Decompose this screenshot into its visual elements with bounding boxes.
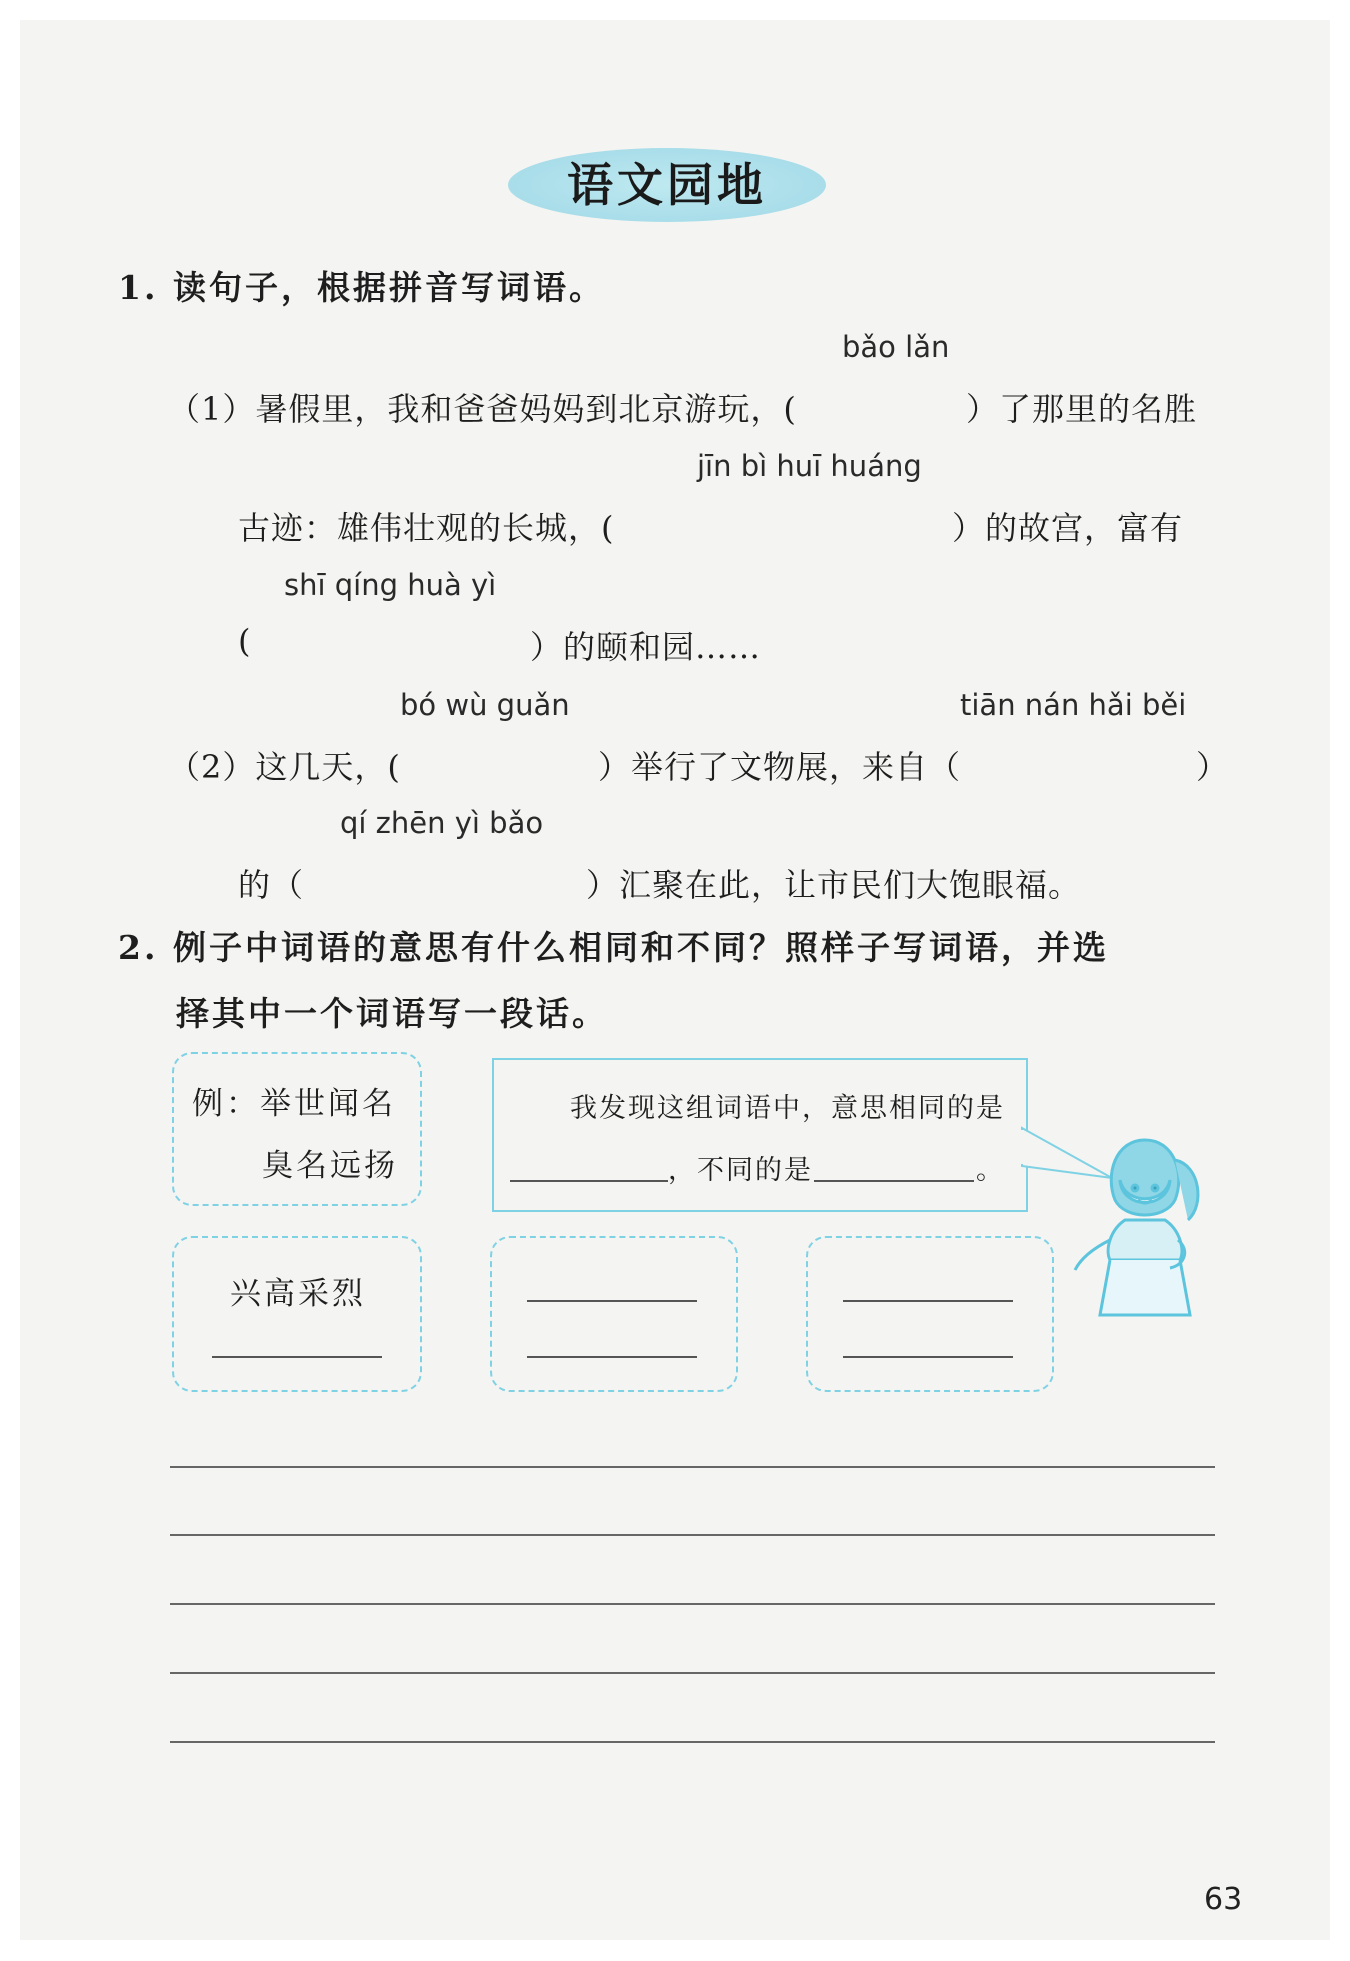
- answer-box-3: [806, 1236, 1054, 1392]
- pinyin-shiqinghuayi: shī qíng huà yì: [284, 568, 497, 602]
- example-word-1: 例：举世闻名: [192, 1086, 396, 1122]
- sentence-2-part-a: （2）这几天，(: [168, 748, 401, 786]
- page-title: 语文园地: [567, 158, 767, 212]
- pinyin-jinbihuihuang: jīn bì huī huáng: [697, 449, 922, 483]
- sentence-1-part-e: (: [238, 622, 252, 660]
- sentence-1-part-c: 古迹：雄伟壮观的长城，(: [238, 509, 615, 547]
- pinyin-baolan: bǎo lǎn: [842, 330, 950, 364]
- question-1-heading: 1. 读句子，根据拼音写词语。: [118, 268, 605, 307]
- answer-box-2-blank-2[interactable]: [527, 1356, 697, 1358]
- example-word-2: 臭名远扬: [262, 1148, 398, 1184]
- bubble-blank-different[interactable]: [814, 1180, 974, 1182]
- answer-box-3-blank-1[interactable]: [843, 1300, 1013, 1302]
- sentence-1-part-d: ）的故宫，富有: [952, 509, 1184, 547]
- answer-box-2-blank-1[interactable]: [527, 1300, 697, 1302]
- answer-box-1-blank[interactable]: [212, 1356, 382, 1358]
- pinyin-tiannanhaibei: tiān nán hǎi běi: [960, 688, 1187, 722]
- bubble-mid-text: ，不同的是: [668, 1155, 813, 1186]
- sentence-1-part-a: （1）暑假里，我和爸爸妈妈到北京游玩，(: [168, 390, 797, 428]
- sentence-2-part-d: 的（: [238, 866, 305, 904]
- bubble-end: 。: [976, 1155, 1005, 1186]
- writing-line-4[interactable]: [170, 1672, 1215, 1674]
- page-number: 63: [1204, 1882, 1243, 1917]
- pinyin-bowuguan: bó wù guǎn: [400, 688, 570, 722]
- bubble-blank-same[interactable]: [510, 1180, 668, 1182]
- writing-line-5[interactable]: [170, 1741, 1215, 1743]
- sentence-1-part-f: ）的颐和园……: [530, 628, 762, 666]
- answer-box-2: [490, 1236, 738, 1392]
- sentence-2-part-b: ）举行了文物展，来自（: [598, 748, 962, 786]
- writing-line-3[interactable]: [170, 1603, 1215, 1605]
- answer-box-1: [172, 1236, 422, 1392]
- writing-line-2[interactable]: [170, 1534, 1215, 1536]
- sentence-1-part-b: ）了那里的名胜: [966, 390, 1198, 428]
- question-2-heading-line-2: 择其中一个词语写一段话。: [176, 994, 608, 1033]
- sentence-2-part-e: ）汇聚在此，让市民们大饱眼福。: [586, 866, 1082, 904]
- writing-line-1[interactable]: [170, 1466, 1215, 1468]
- girl-illustration: [1070, 1120, 1220, 1320]
- pinyin-qizhenyibao: qí zhēn yì bǎo: [340, 806, 544, 840]
- sentence-2-part-c: ）: [1196, 748, 1230, 786]
- bubble-line-1: 我发现这组词语中，意思相同的是: [570, 1093, 1005, 1124]
- speech-bubble: [492, 1058, 1028, 1212]
- question-2-heading-line-1: 2. 例子中词语的意思有什么相同和不同？照样子写词语，并选: [118, 928, 1109, 967]
- given-word: 兴高采烈: [230, 1276, 366, 1312]
- answer-box-3-blank-2[interactable]: [843, 1356, 1013, 1358]
